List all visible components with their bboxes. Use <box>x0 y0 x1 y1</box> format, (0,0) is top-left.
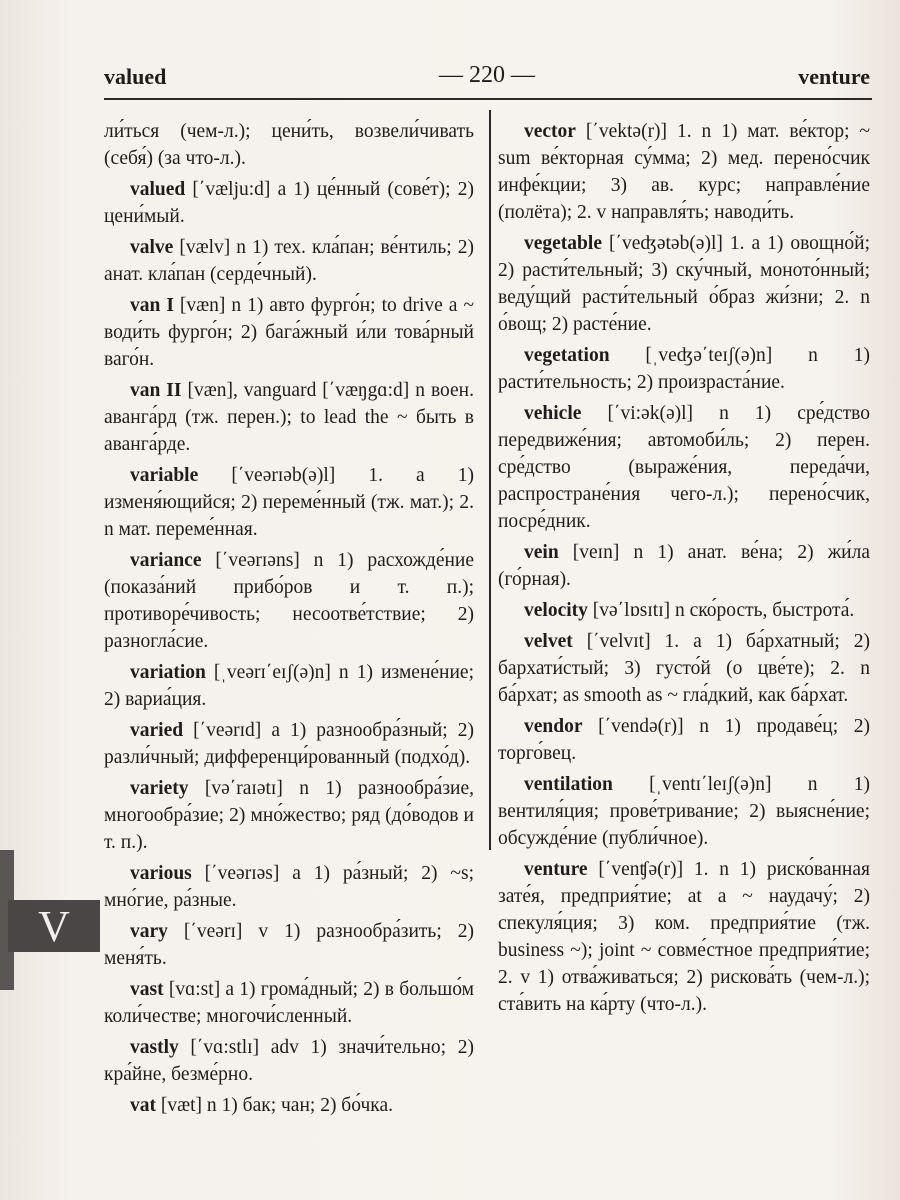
dictionary-entry: valve [vælv] n 1) тех. кла́пан; ве́нтиль; 2) анат. кла́пан (серде́чный). <box>104 237 474 285</box>
headword: variety <box>130 778 189 799</box>
headword: vehicle <box>524 403 582 424</box>
dictionary-entry: variable [΄veərɪəb(ə)l] 1. a 1) изменя́ющийся; 2) переме́нный (тж. мат.); 2. n мат. переме́нная. <box>104 465 474 540</box>
dictionary-entry: van I [væn] n 1) авто фурго́н; to drive a ~ води́ть фурго́н; 2) бага́жный и́ли това́рный ваго́н. <box>104 295 474 370</box>
column-divider <box>489 110 491 850</box>
headword: vein <box>524 542 559 563</box>
headword: vegetation <box>524 345 610 366</box>
headword: vegetable <box>524 233 602 254</box>
left-column <box>104 118 474 1123</box>
headword: van I <box>130 295 174 316</box>
dictionary-entry: valued [΄vælju:d] a 1) це́нный (сове́т); 2) цени́мый. <box>104 179 474 227</box>
dictionary-entry: variation [ˌveərɪ΄eɪʃ(ə)n] n 1) измене́ние; 2) вариа́ция. <box>104 662 474 710</box>
headword: velocity <box>524 600 588 621</box>
page-number: — 220 — <box>439 62 535 88</box>
dictionary-entry: various [΄veərɪəs] a 1) ра́зный; 2) ~s; мно́гие, ра́зные. <box>104 863 474 911</box>
dictionary-entry: vector [΄vektə(r)] 1. n 1) мат. ве́ктор; ~ sum ве́кторная су́мма; 2) мед. перено́счик инфе́кции; 3) ав. курс; направле́ние (полёта); 2. v направля́ть; наводи́ть. <box>498 121 870 223</box>
headword: vast <box>130 979 164 1000</box>
dictionary-entry: van II [væn], vanguard [΄væŋgɑ:d] n воен. аванга́рд (тж. перен.); to lead the ~ быть в аванга́рде. <box>104 380 474 455</box>
header-rule <box>104 98 872 100</box>
thumb-index-tab: V <box>8 900 100 952</box>
header-left-guide-word: valued <box>104 64 167 89</box>
headword: variance <box>130 550 202 571</box>
dictionary-entry: vehicle [΄vi:ək(ə)l] n 1) сре́дство передвиже́ния; автомоби́ль; 2) перен. сре́дство (выраже́ния, переда́чи, распростране́ния чего-л.); перено́счик, посре́дник. <box>498 403 870 532</box>
headword: vary <box>130 921 168 942</box>
dictionary-entry: vast [vɑ:st] a 1) грома́дный; 2) в большо́м коли́честве; многочи́сленный. <box>104 979 474 1027</box>
dictionary-entry: velvet [΄velvɪt] 1. a 1) ба́рхатный; 2) бархати́стый; 3) густо́й (о цве́те); 2. n ба́рхат; as smooth as ~ гла́дкий, как ба́рхат. <box>498 631 870 706</box>
dictionary-entry: venture [΄venʧə(r)] 1. n 1) риско́ванная зате́я, предприя́тие; at a ~ наудачу́; 2) спекуля́ция; 3) ком. предприя́тие (тж. business ~); joint ~ совме́стное предприя́тие; 2. v 1) отва́живаться; 2) рискова́ть (чем-л.); ста́вить на ка́рту (что-л.). <box>498 859 870 1015</box>
page-header <box>104 58 870 98</box>
dictionary-entry: variety [və΄raɪətɪ] n 1) разнообра́зие, многообра́зие; 2) мно́жество; ряд (до́водов и т. п.). <box>104 778 474 853</box>
header-right-guide-word: venture <box>798 64 870 89</box>
dictionary-entry: vegetable [΄veʤətəb(ə)l] 1. a 1) овощно́й; 2) расти́тельный; 3) ску́чный, моното́нный; веду́щий расти́тельный о́браз жи́зни; 2. n о́вощ; 2) расте́ние. <box>498 233 870 335</box>
headword: variation <box>130 662 206 683</box>
headword: vendor <box>524 716 583 737</box>
dictionary-entry: velocity [və΄lɒsɪtɪ] n ско́рость, быстрота́. <box>524 600 855 621</box>
dictionary-entry: vein [veɪn] n 1) анат. ве́на; 2) жи́ла (го́рная). <box>498 542 870 590</box>
headword: venture <box>524 859 588 880</box>
dictionary-entry: ли́ться (чем-л.); цени́ть, возвели́чивать (себя́) (за что-л.). <box>104 121 474 169</box>
dictionary-entry: vat [væt] n 1) бак; чан; 2) бо́чка. <box>130 1095 393 1116</box>
headword: valued <box>130 179 186 200</box>
headword: vector <box>524 121 576 142</box>
dictionary-entry: ventilation [ˌventɪ΄leɪʃ(ə)n] n 1) вентиля́ция; прове́тривание; 2) выясне́ние; обсужде́ние (публи́чное). <box>498 774 870 849</box>
headword: velvet <box>524 631 573 652</box>
dictionary-entry: vastly [΄vɑ:stlɪ] adv 1) значи́тельно; 2) кра́йне, безме́рно. <box>104 1037 474 1085</box>
dictionary-entry: vary [΄veərɪ] v 1) разнообра́зить; 2) меня́ть. <box>104 921 474 969</box>
headword: van II <box>130 380 182 401</box>
headword: variable <box>130 465 199 486</box>
dictionary-entry: vendor [΄vendə(r)] n 1) продаве́ц; 2) торго́вец. <box>498 716 870 764</box>
headword: varied <box>130 720 184 741</box>
dictionary-entry: varied [΄veərɪd] a 1) разнообра́зный; 2) разли́чный; дифференци́рованный (подхо́д). <box>104 720 474 768</box>
right-column <box>498 118 870 1022</box>
headword: various <box>130 863 192 884</box>
headword: vat <box>130 1095 156 1116</box>
headword: ventilation <box>524 774 613 795</box>
dictionary-entry: variance [΄veərɪəns] n 1) расхожде́ние (показа́ний прибо́ров и т. п.); противоре́чивость; несоотве́тствие; 2) разногла́сие. <box>104 550 474 652</box>
dictionary-entry: vegetation [ˌveʤə΄teɪʃ(ə)n] n 1) расти́тельность; 2) произраста́ние. <box>498 345 870 393</box>
headword: valve <box>130 237 174 258</box>
headword: vastly <box>130 1037 179 1058</box>
